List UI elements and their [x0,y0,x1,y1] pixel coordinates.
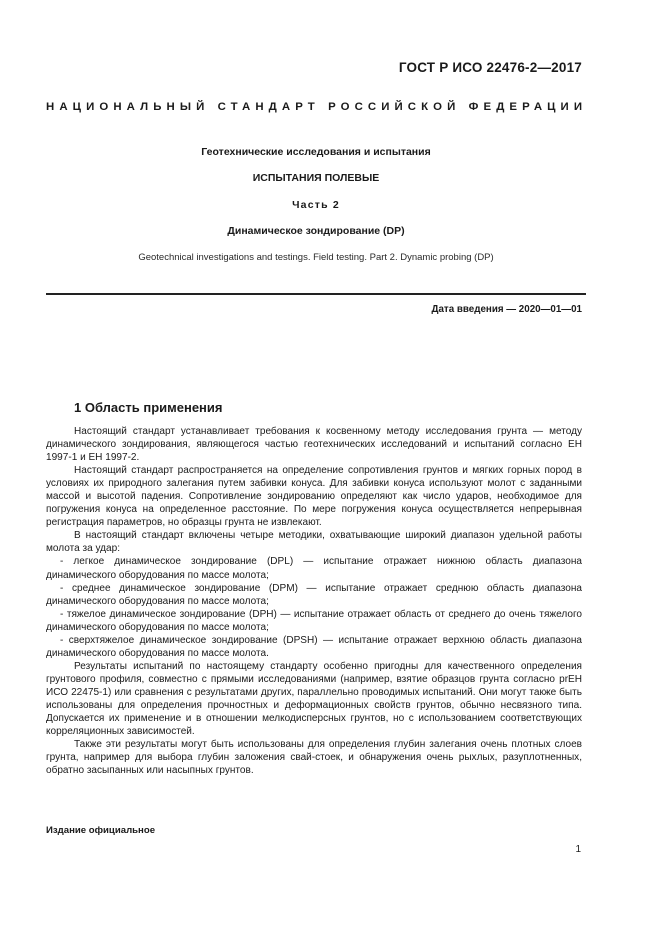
introduction-date: Дата введения — 2020—01—01 [431,304,582,315]
official-edition-note: Издание официальное [46,825,156,836]
paragraph: В настоящий стандарт включены четыре методики, охватывающие широкий диапазон удельной работы молота за удар: [46,530,582,555]
document-title: ИСПЫТАНИЯ ПОЛЕВЫЕ [252,172,380,184]
document-topic: Геотехнические исследования и испытания [201,146,431,158]
list-item: - сверхтяжелое динамическое зондирование (DPSH) — испытание отражает верхнюю область диапазона динамического оборудования по массе молота. [46,634,582,659]
paragraph: Настоящий стандарт устанавливает требования к косвенному методу исследования грунта — методу динамического зондирования, являющегося частью геотехнических исследований и испытаний согласно ЕН 1997-1 и ЕН 1997-2. [46,426,582,464]
divider [46,293,586,295]
section-body [46,425,582,777]
list-item: - среднее динамическое зондирование (DPM) — испытание отражает среднюю область диапазона динамического оборудования по массе молота; [46,582,582,607]
document-subtitle: Динамическое зондирование (DP) [227,225,405,237]
paragraph: Настоящий стандарт распространяется на определение сопротивления грунтов и мягких горных пород в условиях их природного залегания путем забивки конуса. Для забивки конуса используют молот с заданными массой и высотой падения. Сопротивление зондированию определяют как число ударов, необходимое для погружения конуса на определенное расстояние. По мере погружения конуса осуществляется непрерывная регистрация параметров, но образцы грунта не извлекают. [46,465,582,529]
section-title: 1 Область применения [74,400,223,415]
standard-code: ГОСТ Р ИСО 22476-2—2017 [398,60,582,75]
paragraph: Также эти результаты могут быть использованы для определения глубин залегания очень плотных слоев грунта, например для выбора глубин заложения свай-стоек, и обнаружения очень рыхлых, разуплотненных, обратно засыпанных или насыпных грунтов. [46,739,582,777]
national-standard-heading: НАЦИОНАЛЬНЫЙ СТАНДАРТ РОССИЙСКОЙ ФЕДЕРАЦИИ [46,101,588,113]
page-number: 1 [575,844,581,855]
english-title: Geotechnical investigations and testings. Field testing. Part 2. Dynamic probing (DP) [138,252,494,263]
paragraph: Результаты испытаний по настоящему стандарту особенно пригодны для качественного определения грунтового профиля, совместно с прямыми исследованиями (например, взятие образцов грунта согласно prEH ИСО 22475-1) или сравнения с результатами других, параллельно проводимых испытаний. Они могут также быть использованы для определения прочностных и деформационных свойств грунтов, обычно несвязного типа. Допускается их применение и в отношении мелкодисперсных грунтов, но с использованием соответствующих корреляционных зависимостей. [46,660,582,738]
list-item: - легкое динамическое зондирование (DPL) — испытание отражает нижнюю область диапазона динамического оборудования по массе молота; [46,556,582,581]
list-item: - тяжелое динамическое зондирование (DPH) — испытание отражает область от среднего до очень тяжелого динамического оборудования по массе молота; [46,608,582,633]
part-number: Часть 2 [292,199,340,211]
